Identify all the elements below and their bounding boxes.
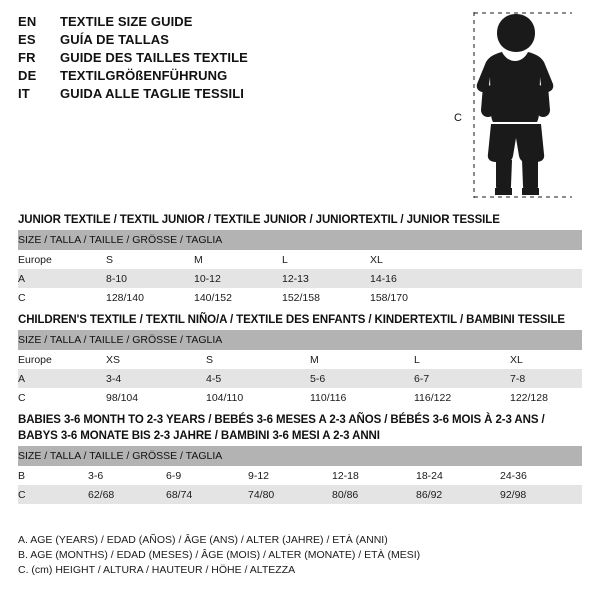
cell: 98/104 xyxy=(106,388,206,407)
footnote-c: C. (cm) HEIGHT / ALTURA / HAUTEUR / HÖHE / ALTEZZA xyxy=(18,564,296,577)
cell: 3-4 xyxy=(106,369,206,388)
cell: 128/140 xyxy=(106,288,194,307)
cell: 7-8 xyxy=(510,369,582,388)
size-band-label: SIZE / TALLA / TAILLE / GRÖSSE / TAGLIA xyxy=(18,230,582,250)
junior-size-table xyxy=(18,230,582,307)
row-label: Europe xyxy=(18,350,106,369)
header-row xyxy=(18,50,318,65)
row-label: C xyxy=(18,288,106,307)
table-row xyxy=(18,250,582,269)
footnote-a: A. AGE (YEARS) / EDAD (AÑOS) / ÂGE (ANS) / ALTER (JAHRE) / ETÀ (ANNI) xyxy=(18,534,388,546)
cell-empty xyxy=(458,269,582,288)
cell: 6-7 xyxy=(414,369,510,388)
cell: 24-36 xyxy=(500,466,582,485)
footnote-b: B. AGE (MONTHS) / EDAD (MESES) / ÂGE (MOIS) / ALTER (MONATE) / ETÀ (MESI) xyxy=(18,549,421,562)
cell: 86/92 xyxy=(416,485,500,504)
header-lang-code: EN xyxy=(18,14,37,29)
cell: 80/86 xyxy=(332,485,416,504)
cell: 110/116 xyxy=(310,388,414,407)
cell: M xyxy=(194,250,282,269)
header-title: GUIDA ALLE TAGLIE TESSILI xyxy=(60,86,245,101)
childrens-size-table xyxy=(18,330,582,407)
cell: 6-9 xyxy=(166,466,248,485)
row-label: A xyxy=(18,369,106,388)
table-header-band xyxy=(18,230,582,250)
child-silhouette-icon xyxy=(452,8,582,203)
cell: L xyxy=(282,250,370,269)
row-label: B xyxy=(18,466,88,485)
cell: 14-16 xyxy=(370,269,458,288)
cell: 92/98 xyxy=(500,485,582,504)
header-title: TEXTILGRÖßENFÜHRUNG xyxy=(60,68,228,83)
table-row xyxy=(18,369,582,388)
table-row xyxy=(18,388,582,407)
table-row xyxy=(18,485,582,504)
cell: 4-5 xyxy=(206,369,310,388)
table-row xyxy=(18,288,582,307)
header-title: TEXTILE SIZE GUIDE xyxy=(60,14,193,29)
cell: 8-10 xyxy=(106,269,194,288)
figure-measure-label: C xyxy=(454,112,462,124)
cell: 68/74 xyxy=(166,485,248,504)
cell: 140/152 xyxy=(194,288,282,307)
section-childrens xyxy=(18,314,582,407)
row-label: Europe xyxy=(18,250,106,269)
cell: 3-6 xyxy=(88,466,166,485)
header-lang-code: FR xyxy=(18,50,36,65)
header-row xyxy=(18,14,318,29)
section-title-line2: BABYS 3-6 MONATE BIS 2-3 JAHRE / BAMBINI 3-6 MESI A 2-3 ANNI xyxy=(18,430,380,442)
header-title: GUÍA DE TALLAS xyxy=(60,32,170,47)
cell: 152/158 xyxy=(282,288,370,307)
row-label: C xyxy=(18,485,88,504)
cell: 9-12 xyxy=(248,466,332,485)
table-header-band xyxy=(18,330,582,350)
cell: 74/80 xyxy=(248,485,332,504)
babies-size-table xyxy=(18,446,582,504)
header-lang-code: ES xyxy=(18,32,36,47)
cell: M xyxy=(310,350,414,369)
figure-child-silhouette xyxy=(452,8,582,203)
row-label: A xyxy=(18,269,106,288)
cell: 104/110 xyxy=(206,388,310,407)
table-row xyxy=(18,466,582,485)
header-lang-code: DE xyxy=(18,68,37,83)
section-junior xyxy=(18,214,582,307)
cell-empty xyxy=(458,288,582,307)
cell: S xyxy=(106,250,194,269)
header-title: GUIDE DES TAILLES TEXTILE xyxy=(60,50,248,65)
size-band-label: SIZE / TALLA / TAILLE / GRÖSSE / TAGLIA xyxy=(18,446,582,466)
cell: 10-12 xyxy=(194,269,282,288)
header-block xyxy=(18,14,318,104)
cell-empty xyxy=(458,250,582,269)
cell: 62/68 xyxy=(88,485,166,504)
cell: XL xyxy=(510,350,582,369)
table-header-band xyxy=(18,446,582,466)
header-row xyxy=(18,32,318,47)
table-row xyxy=(18,350,582,369)
cell: XL xyxy=(370,250,458,269)
cell: 158/170 xyxy=(370,288,458,307)
size-band-label: SIZE / TALLA / TAILLE / GRÖSSE / TAGLIA xyxy=(18,330,582,350)
section-babies xyxy=(18,414,582,504)
header-row xyxy=(18,86,318,101)
cell: 5-6 xyxy=(310,369,414,388)
row-label: C xyxy=(18,388,106,407)
cell: S xyxy=(206,350,310,369)
section-title: CHILDREN'S TEXTILE / TEXTIL NIÑO/A / TEXTILE DES ENFANTS / KINDERTEXTIL / BAMBINI TESSILE xyxy=(18,314,565,326)
header-lang-code: IT xyxy=(18,86,30,101)
footnotes xyxy=(18,533,582,579)
section-title: JUNIOR TEXTILE / TEXTIL JUNIOR / TEXTILE JUNIOR / JUNIORTEXTIL / JUNIOR TESSILE xyxy=(18,214,500,226)
cell: 18-24 xyxy=(416,466,500,485)
header-row xyxy=(18,68,318,83)
cell: 12-18 xyxy=(332,466,416,485)
cell: 12-13 xyxy=(282,269,370,288)
table-row xyxy=(18,269,582,288)
cell: 122/128 xyxy=(510,388,582,407)
cell: XS xyxy=(106,350,206,369)
cell: 116/122 xyxy=(414,388,510,407)
cell: L xyxy=(414,350,510,369)
section-title-line1: BABIES 3-6 MONTH TO 2-3 YEARS / BEBÉS 3-6 MESES A 2-3 AÑOS / BÉBÉS 3-6 MOIS À 2-3 ANS / xyxy=(18,414,545,426)
